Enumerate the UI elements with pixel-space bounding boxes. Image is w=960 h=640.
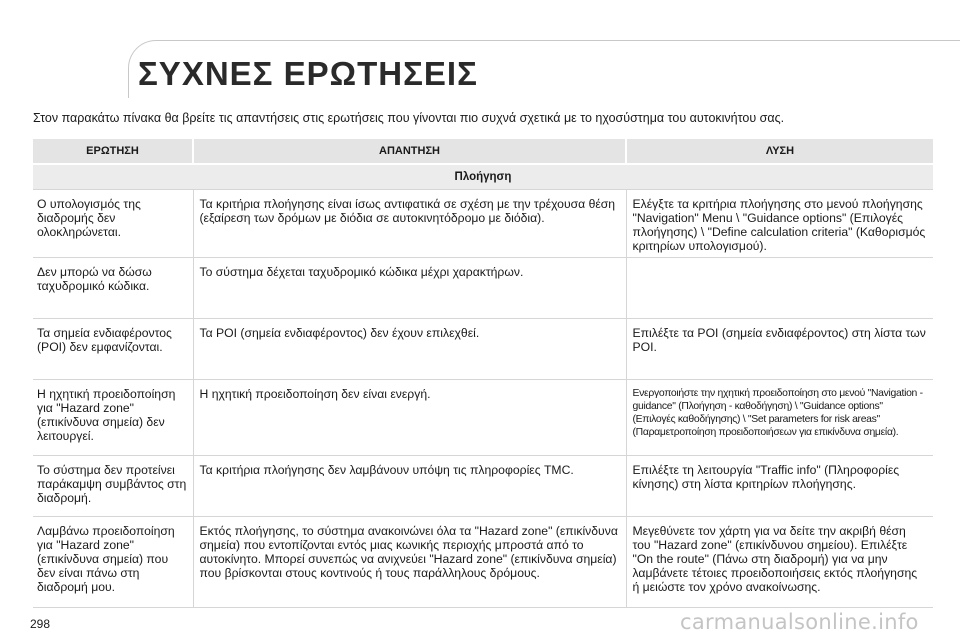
question-cell: Το σύστημα δεν προτείνει παράκαμψη συμβάντος στη διαδρομή. — [33, 455, 193, 516]
table-row — [33, 455, 933, 516]
solution-cell: Μεγεθύνετε τον χάρτη για να δείτε την ακριβή θέση του "Hazard zone" (επικίνδυνου σημείου). Επιλέξτε "On the route" (Πάνω στη διαδρομή) για να μην λαμβάνετε τέτοιες προειδοποιήσεις εκτός πλοήγησης ή μειώστε τον χρόνο ανακοίνωσης. — [626, 516, 933, 607]
table-row — [33, 379, 933, 455]
answer-cell: Τα κριτήρια πλοήγησης είναι ίσως αντιφατικά σε σχέση με την τρέχουσα θέση (εξαίρεση των δρόμων με διόδια σε αυτοκινητόδρομο με διόδια). — [193, 189, 626, 257]
answer-cell: Η ηχητική προειδοποίηση δεν είναι ενεργή. — [193, 379, 626, 455]
section-title: Πλοήγηση — [33, 164, 933, 189]
watermark-text: carmanualsonline.info — [680, 610, 919, 634]
question-cell: Τα σημεία ενδιαφέροντος (POI) δεν εμφανίζονται. — [33, 318, 193, 379]
table-row — [33, 318, 933, 379]
answer-cell: Τα κριτήρια πλοήγησης δεν λαμβάνουν υπόψη τις πληροφορίες TMC. — [193, 455, 626, 516]
solution-cell: Επιλέξτε τα POI (σημεία ενδιαφέροντος) στη λίστα των POI. — [626, 318, 933, 379]
table-row — [33, 257, 933, 318]
answer-cell: Εκτός πλοήγησης, το σύστημα ανακοινώνει όλα τα "Hazard zone" (επικίνδυνα σημεία) που εντοπίζονται εντός μιας κωνικής περιοχής μπροστά από το αυτοκίνητο. Μπορεί συνεπώς να ανιχνεύει "Hazard zone" (επικίνδυνα σημεία) που βρίσκονται στους κοντινούς ή τους παράλληλους δρόμους. — [193, 516, 626, 607]
page-title: ΣΥΧΝΕΣ ΕΡΩΤΗΣΕΙΣ — [138, 55, 478, 92]
question-cell: Δεν μπορώ να δώσω ταχυδρομικό κώδικα. — [33, 257, 193, 318]
faq-table — [33, 139, 933, 608]
page-number: 298 — [30, 617, 51, 631]
header-answer: ΑΠΑΝΤΗΣΗ — [193, 139, 626, 164]
solution-cell — [626, 257, 933, 318]
solution-cell: Επιλέξτε τη λειτουργία "Traffic info" (Πληροφορίες κίνησης) στη λίστα κριτηρίων πλοήγησης. — [626, 455, 933, 516]
solution-cell: Ελέγξτε τα κριτήρια πλοήγησης στο μενού πλοήγησης "Navigation" Menu \ "Guidance options" (Επιλογές πλοήγησης) \ "Define calculation criteria" (Καθορισμός κριτηρίων υπολογισμού). — [626, 189, 933, 257]
solution-cell: Ενεργοποιήστε την ηχητική προειδοποίηση στο μενού "Navigation - guidance" (Πλοήγηση - καθοδήγηση) \ "Guidance options" (Επιλογές καθοδήγησης) \ "Set parameters for risk areas" (Παραμετροποίηση προειδοποιήσεων για επικίνδυνα σημεία). — [626, 379, 933, 455]
intro-text: Στον παρακάτω πίνακα θα βρείτε τις απαντήσεις στις ερωτήσεις που γίνονται πιο συχνά σχετικά με το ηχοσύστημα του αυτοκινήτου σας. — [33, 111, 785, 125]
answer-cell: Το σύστημα δέχεται ταχυδρομικό κώδικα μέχρι χαρακτήρων. — [193, 257, 626, 318]
question-cell: Ο υπολογισμός της διαδρομής δεν ολοκληρώνεται. — [33, 189, 193, 257]
table-header-row — [33, 139, 933, 164]
header-solution: ΛΥΣΗ — [626, 139, 933, 164]
answer-cell: Τα POI (σημεία ενδιαφέροντος) δεν έχουν επιλεχθεί. — [193, 318, 626, 379]
question-cell: Λαμβάνω προειδοποίηση για "Hazard zone" (επικίνδυνα σημεία) που δεν είναι πάνω στη διαδρομή μου. — [33, 516, 193, 607]
table-row — [33, 189, 933, 257]
question-cell: Η ηχητική προειδοποίηση για "Hazard zone" (επικίνδυνα σημεία) δεν λειτουργεί. — [33, 379, 193, 455]
table-row — [33, 516, 933, 607]
header-question: ΕΡΩΤΗΣΗ — [33, 139, 193, 164]
section-row — [33, 164, 933, 189]
